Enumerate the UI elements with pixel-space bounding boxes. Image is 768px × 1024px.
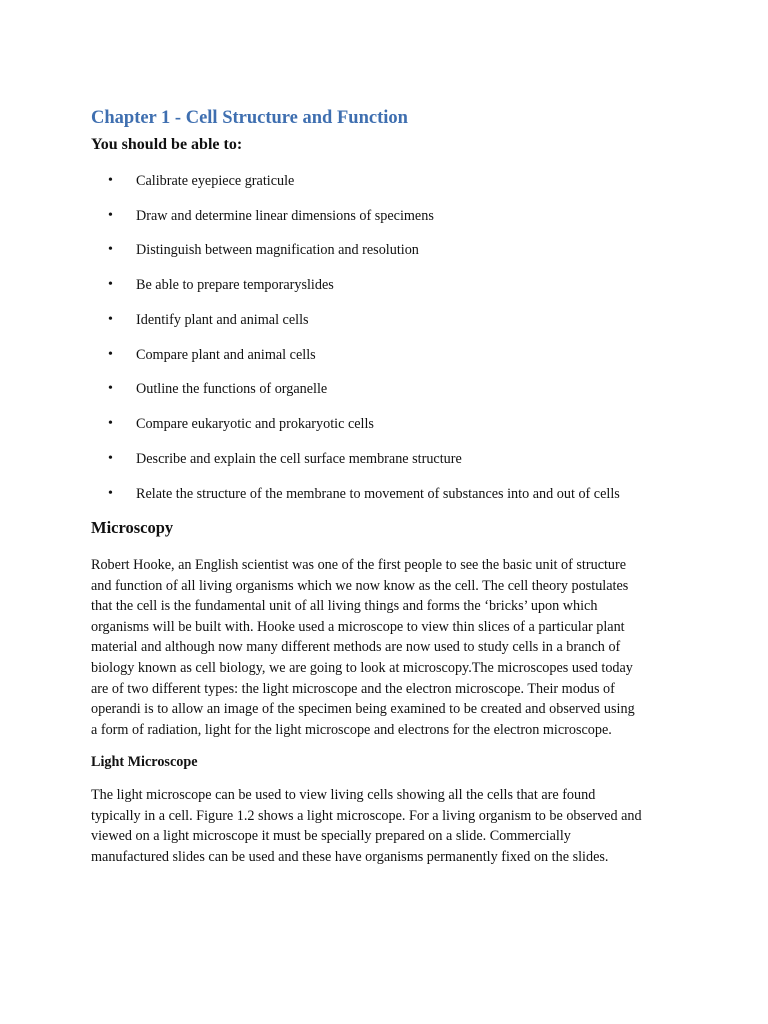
paragraph-line: material and although now many different methods are now used to study cells in a branch of [91,639,621,656]
objective-text: Identify plant and animal cells [136,312,309,328]
objective-text: Calibrate eyepiece graticule [136,173,295,189]
paragraph-line: organisms will be built with. Hooke used a microscope to view thin slices of a particular plant [91,618,625,635]
microscopy-heading: Microscopy [91,518,174,537]
bullet-icon: • [108,208,113,223]
bullet-icon: • [108,242,113,257]
light-microscope-heading: Light Microscope [91,754,198,770]
objective-text: Compare plant and animal cells [136,347,316,363]
paragraph-line: that the cell is the fundamental unit of all living things and forms the ‘bricks’ upon which [91,598,598,615]
paragraph-line: biology known as cell biology, we are going to look at microscopy.The microscopes used today [91,659,633,676]
paragraph-line: viewed on a light microscope it must be specially prepared on a slide. Commercially [91,828,571,845]
bullet-icon: • [108,277,113,292]
paragraph-line: Robert Hooke, an English scientist was one of the first people to see the basic unit of structure [91,557,627,573]
paragraph-line: are of two different types: the light microscope and the electron microscope. Their modus of [91,680,615,697]
objective-text: Distinguish between magnification and resolution [136,242,419,258]
paragraph-line: manufactured slides can be used and these have organisms permanently fixed on the slides. [91,848,609,865]
microscopy-paragraph [91,555,635,740]
objectives-subtitle: You should be able to: [91,136,243,153]
bullet-icon: • [108,347,113,362]
bullet-icon: • [108,451,113,466]
bullet-icon: • [108,416,113,431]
objective-text: Compare eukaryotic and prokaryotic cells [136,416,374,432]
bullet-icon: • [108,312,113,327]
chapter-title: Chapter 1 - Cell Structure and Function [91,108,408,128]
objective-text: Draw and determine linear dimensions of specimens [136,208,434,224]
paragraph-line: a form of radiation, light for the light microscope and electrons for the electron microscope. [91,721,612,738]
bullet-icon: • [108,381,113,396]
paragraph-line: The light microscope can be used to view living cells showing all the cells that are found [91,787,596,803]
bullet-icon: • [108,173,113,188]
light-microscope-paragraph [91,785,642,867]
objective-text: Be able to prepare temporaryslides [136,277,334,293]
paragraph-line: and function of all living organisms which we now know as the cell. The cell theory postulates [91,577,629,594]
paragraph-line: operandi is to allow an image of the specimen being examined to be created and observed using [91,701,635,718]
objective-text: Describe and explain the cell surface membrane structure [136,451,462,467]
bullet-icon: • [108,486,113,501]
paragraph-line: typically in a cell. Figure 1.2 shows a light microscope. For a living organism to be observed and [91,807,642,824]
objective-text: Outline the functions of organelle [136,381,328,397]
objective-text: Relate the structure of the membrane to movement of substances into and out of cells [136,486,620,502]
